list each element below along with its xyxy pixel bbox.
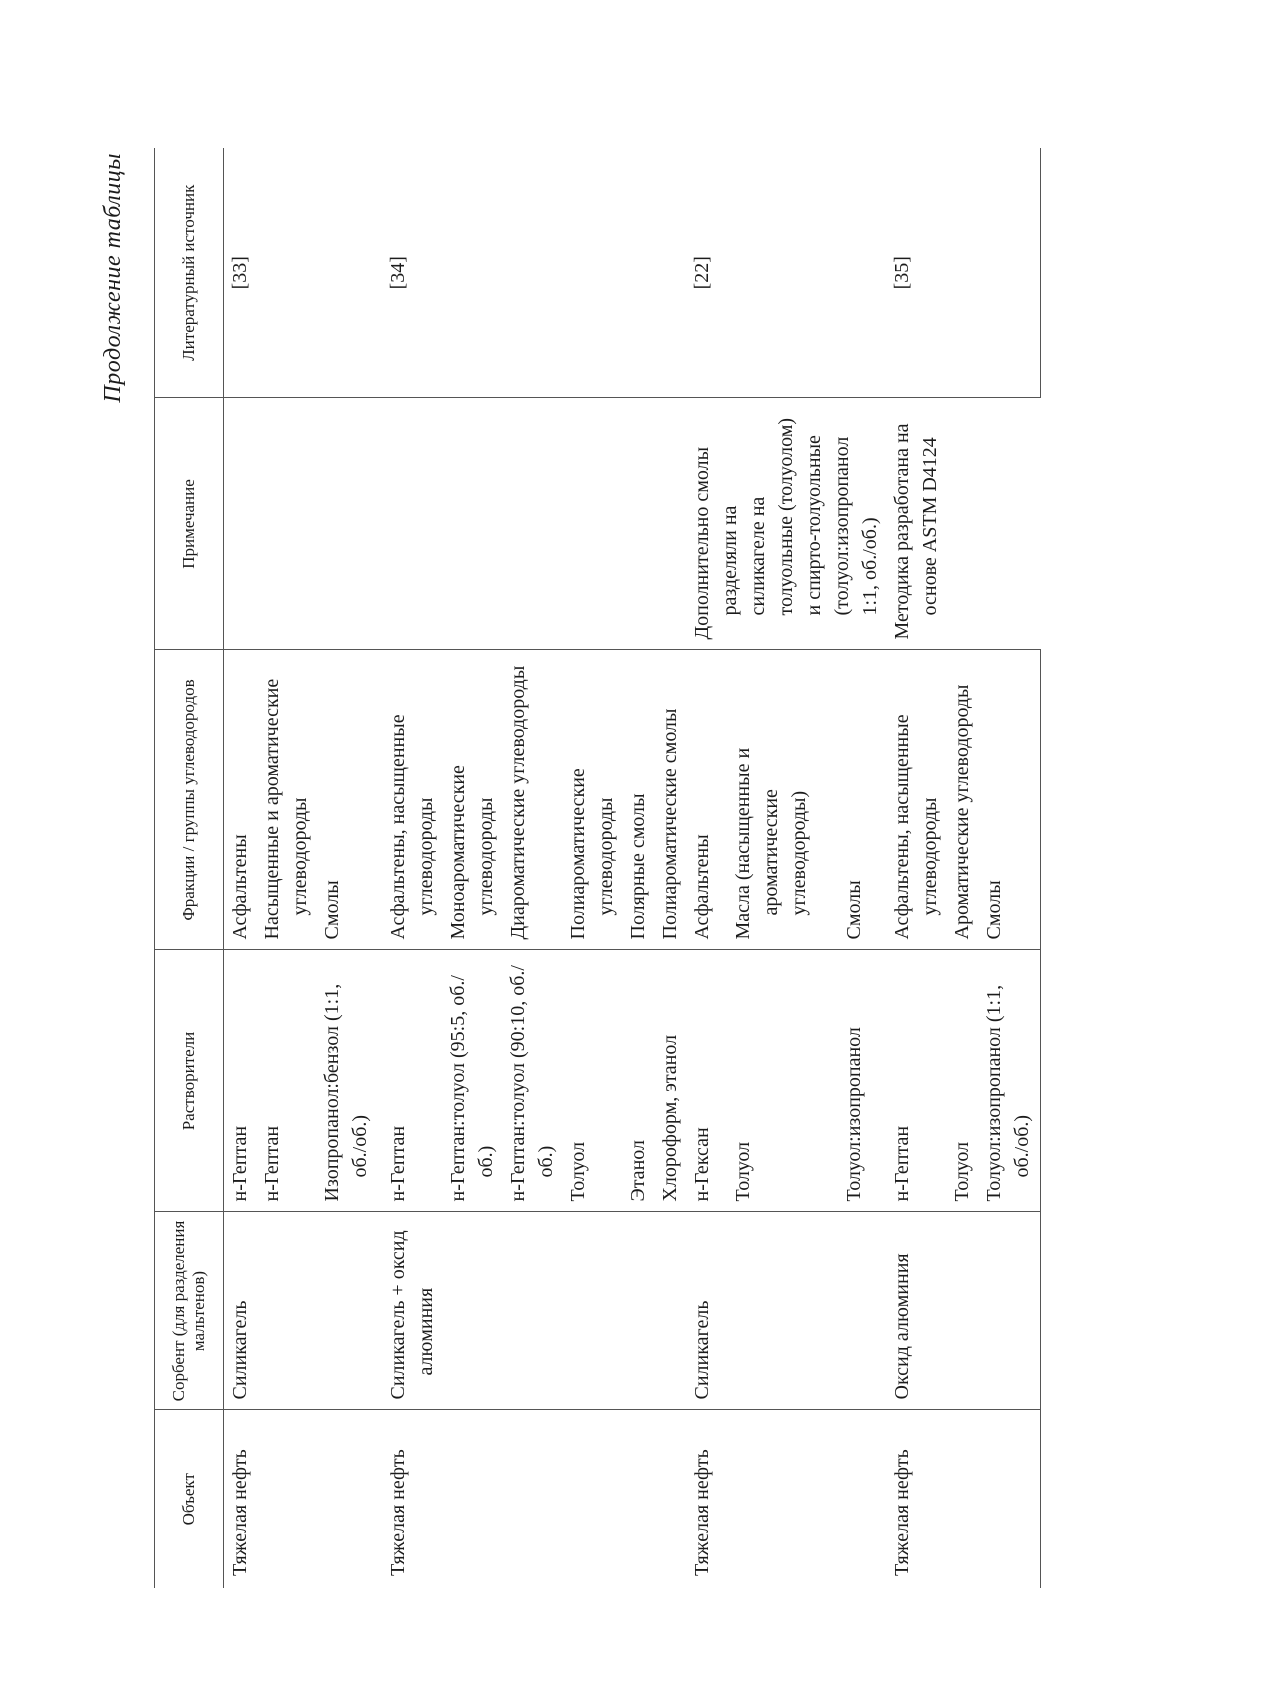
table-row (502, 148, 562, 1588)
solvent-text: н-Гептан:толуол (95:5, об./об.) (447, 975, 497, 1202)
note-text: Дополнительно смолы разделяли на силикагеле на толуольные (толуолом) и спирто-толуольные (толуол:изопропанол 1:1, об./об.) (691, 417, 881, 640)
cell-solvent (838, 950, 886, 1212)
cell-fraction (654, 650, 686, 950)
cell-fraction (838, 650, 886, 950)
cell-source (502, 148, 562, 398)
cell-sorbent (256, 1212, 316, 1410)
cell-note (502, 398, 562, 650)
cell-note (382, 398, 442, 650)
table-row (838, 148, 886, 1588)
cell-object (622, 1410, 654, 1588)
fraction-text: Полярные смолы (627, 793, 649, 940)
cell-solvent (256, 950, 316, 1212)
cell-fraction (978, 650, 1041, 950)
fraction-text: Ароматические углеводороды (951, 684, 973, 940)
cell-source (442, 148, 502, 398)
table-row (256, 148, 316, 1588)
cell-object: Тяжелая нефть (691, 1449, 713, 1576)
cell-fraction (224, 650, 257, 950)
fraction-text: Моноароматические углеводороды (447, 765, 497, 940)
table-row (442, 148, 502, 1588)
header-sorbent: Сорбент (для разделения мальтенов) (155, 1212, 224, 1410)
solvent-text: Этанол (627, 1140, 649, 1202)
solvent-text: н-Гептан (387, 1125, 409, 1202)
cell-solvent (886, 950, 946, 1212)
cell-object (256, 1410, 316, 1588)
solvent-text: Толуол:изопропанол (1:1, об./об.) (983, 984, 1033, 1202)
table-row (886, 148, 946, 1588)
cell-note (316, 398, 382, 650)
table-row (727, 148, 838, 1588)
cell-solvent (686, 950, 727, 1212)
cell-note (256, 398, 316, 650)
note-text: Методика разработана на основе ASTM D4124 (891, 423, 941, 640)
solvent-text: Хлороформ, этанол (659, 1034, 681, 1202)
cell-object (316, 1410, 382, 1588)
cell-fraction (442, 650, 502, 950)
table-row (316, 148, 382, 1588)
fraction-text: Смолы (321, 880, 343, 940)
sorbent-text: Силикагель + оксид алюминия (387, 1230, 437, 1400)
cell-solvent (224, 950, 257, 1212)
solvent-text: н-Гептан (229, 1125, 251, 1202)
cell-note (562, 398, 622, 650)
data-table (154, 148, 1041, 1588)
cell-note (442, 398, 502, 650)
table-header-row (155, 148, 224, 1588)
cell-solvent (978, 950, 1041, 1212)
cell-fraction (256, 650, 316, 950)
cell-object (502, 1410, 562, 1588)
solvent-text: Толуол (731, 1141, 754, 1202)
cell-sorbent (442, 1212, 502, 1410)
cell-source (838, 148, 886, 398)
header-fractions: Фракции / группы углеводородов (155, 650, 224, 950)
cell-object: Тяжелая нефть (387, 1449, 409, 1576)
cell-sorbent: Силикагель (686, 1212, 727, 1410)
cell-fraction (886, 650, 946, 950)
table-row (686, 148, 727, 1588)
cell-object (946, 1410, 978, 1588)
fraction-text: Масла (насыщенные и ароматические углеводороды) (731, 747, 810, 940)
cell-source (946, 148, 978, 398)
cell-object: Тяжелая нефть (229, 1449, 251, 1576)
cell-source (654, 148, 686, 398)
cell-source (727, 148, 838, 398)
cell-object (978, 1410, 1041, 1588)
cell-note (224, 398, 257, 650)
solvent-text: н-Гептан (891, 1125, 913, 1202)
cell-source: [34] (382, 148, 442, 398)
cell-sorbent (727, 1212, 838, 1410)
cell-sorbent (316, 1212, 382, 1410)
fraction-text: Смолы (983, 880, 1005, 940)
cell-fraction (686, 650, 727, 950)
cell-solvent (502, 950, 562, 1212)
table-row (622, 148, 654, 1588)
fraction-text: Асфальтены, насыщенные углеводороды (891, 714, 941, 940)
solvent-text: н-Гексан (691, 1127, 713, 1202)
cell-sorbent (622, 1212, 654, 1410)
header-solvents: Растворители (155, 950, 224, 1212)
cell-fraction (562, 650, 622, 950)
fraction-text: Асфальтены (229, 834, 251, 940)
cell-source (562, 148, 622, 398)
solvent-text: Изопропанол:бензол (1:1, об./об.) (321, 983, 371, 1202)
cell-source (256, 148, 316, 398)
solvent-text: н-Гептан:толуол (90:10, об./об.) (507, 965, 557, 1202)
header-object: Объект (155, 1410, 224, 1588)
cell-solvent (382, 950, 442, 1212)
cell-object (727, 1410, 838, 1588)
table-caption: Продолжение таблицы (100, 153, 126, 403)
cell-sorbent (654, 1212, 686, 1410)
cell-fraction (622, 650, 654, 950)
fraction-text: Смолы (842, 880, 865, 940)
cell-fraction (502, 650, 562, 950)
cell-solvent (654, 950, 686, 1212)
cell-sorbent (562, 1212, 622, 1410)
fraction-text: Полиароматические углеводороды (567, 768, 617, 940)
fraction-text: Асфальтены, насыщенные углеводороды (387, 714, 437, 940)
cell-solvent (442, 950, 502, 1212)
cell-object (654, 1410, 686, 1588)
cell-sorbent (382, 1212, 442, 1410)
table-container (154, 148, 1041, 1588)
fraction-text: Насыщенные и ароматические углеводороды (261, 678, 311, 940)
cell-fraction (316, 650, 382, 950)
solvent-text: Толуол (567, 1141, 589, 1202)
cell-solvent (316, 950, 382, 1212)
cell-source (622, 148, 654, 398)
cell-source: [35] (886, 148, 946, 398)
table-row (946, 148, 978, 1588)
cell-solvent (727, 950, 838, 1212)
cell-note (886, 398, 1041, 650)
fraction-text: Полиароматические смолы (659, 708, 681, 940)
cell-source: [22] (686, 148, 727, 398)
cell-fraction (382, 650, 442, 950)
cell-sorbent (946, 1212, 978, 1410)
fraction-text: Диароматические углеводороды (507, 665, 529, 940)
cell-object (838, 1410, 886, 1588)
solvent-text: н-Гептан (261, 1125, 283, 1202)
fraction-text: Асфальтены (691, 834, 713, 940)
table-row (224, 148, 257, 1588)
cell-source (978, 148, 1041, 398)
cell-sorbent: Силикагель (224, 1212, 257, 1410)
cell-solvent (622, 950, 654, 1212)
cell-source: [33] (224, 148, 257, 398)
cell-note (622, 398, 654, 650)
table-row (978, 148, 1041, 1588)
table-row (562, 148, 622, 1588)
cell-sorbent (838, 1212, 886, 1410)
cell-fraction (727, 650, 838, 950)
cell-fraction (946, 650, 978, 950)
cell-object: Тяжелая нефть (891, 1449, 913, 1576)
solvent-text: Толуол:изопропанол (842, 1027, 865, 1202)
cell-object (442, 1410, 502, 1588)
cell-sorbent (978, 1212, 1041, 1410)
cell-sorbent: Оксид алюминия (886, 1212, 946, 1410)
cell-note (654, 398, 686, 650)
solvent-text: Толуол (951, 1141, 973, 1202)
table-row (382, 148, 442, 1588)
cell-solvent (562, 950, 622, 1212)
header-source: Литературный источник (155, 148, 224, 398)
table-row (654, 148, 686, 1588)
cell-object (562, 1410, 622, 1588)
cell-source (316, 148, 382, 398)
cell-sorbent (502, 1212, 562, 1410)
cell-note (686, 398, 886, 650)
header-note: Примечание (155, 398, 224, 650)
cell-solvent (946, 950, 978, 1212)
